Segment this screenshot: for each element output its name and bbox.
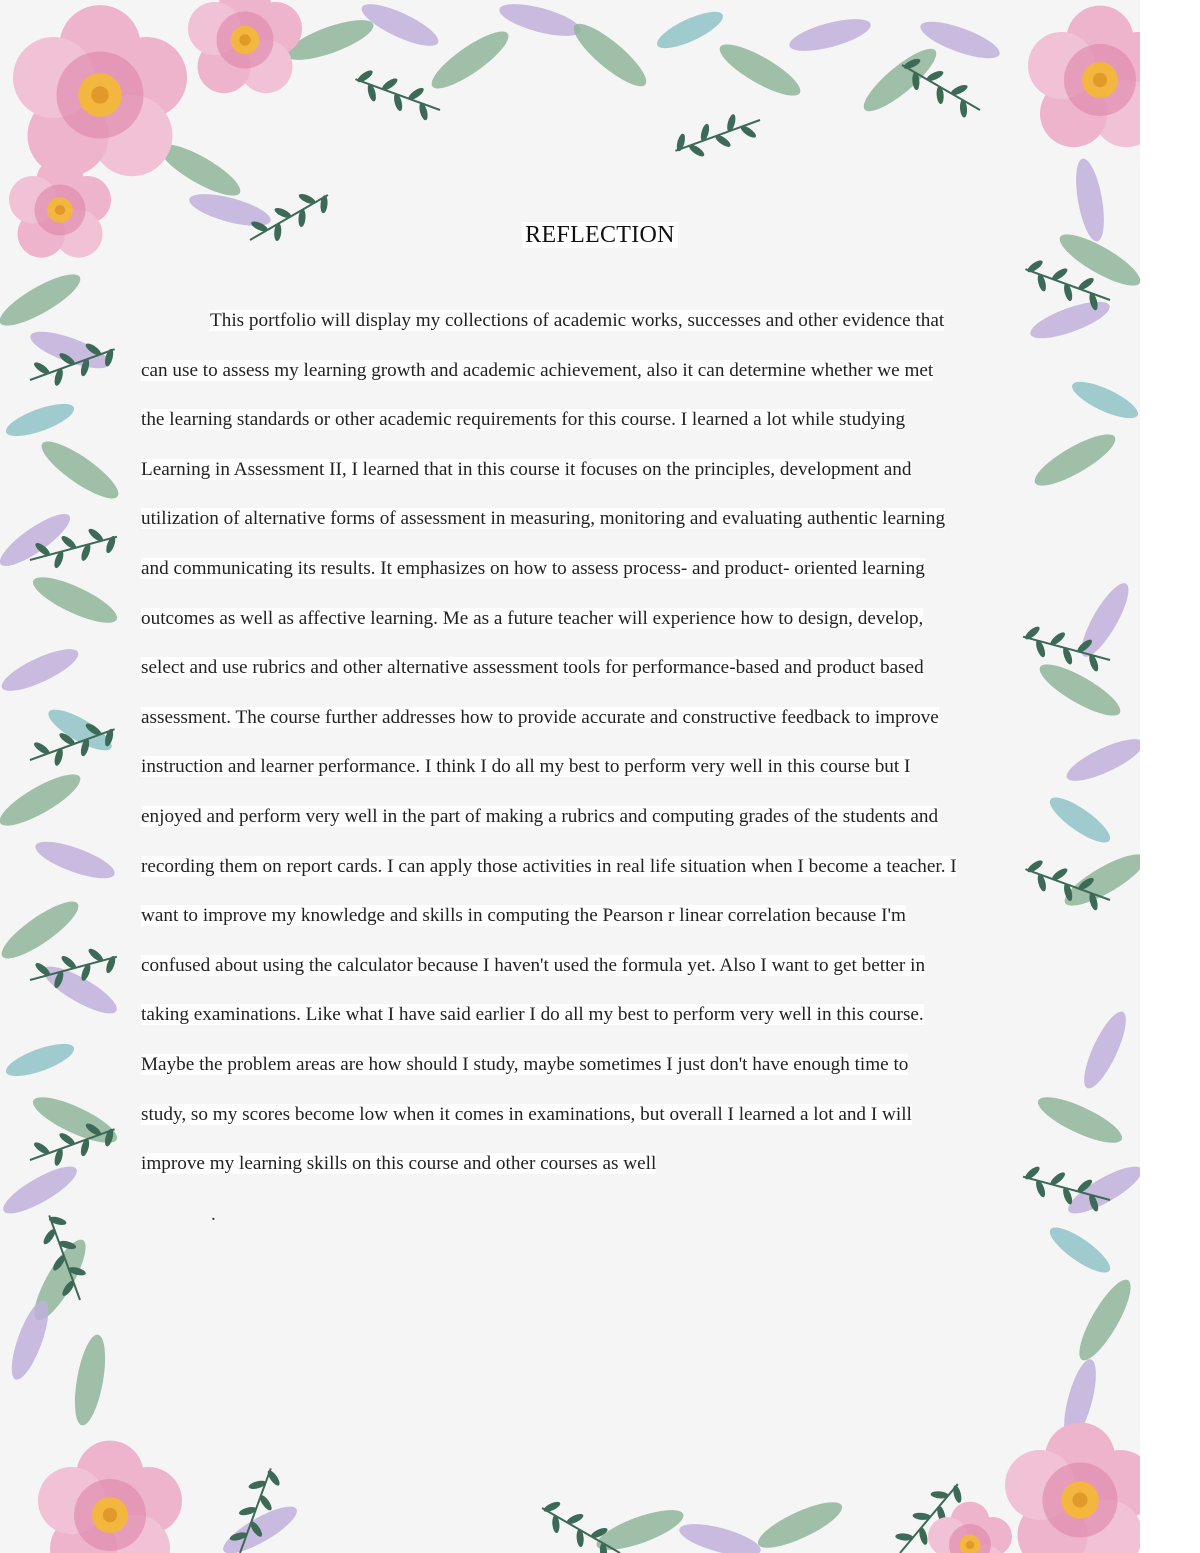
paragraph-line: confused about using the calculator because I haven't used the formula yet. Also I want to get better in: [141, 954, 926, 976]
paragraph-line: Maybe the problem areas are how should I study, maybe sometimes I just don't have enough time to: [141, 1053, 909, 1075]
paragraph-line: enjoyed and perform very well in the part of making a rubrics and computing grades of the students and: [141, 805, 939, 827]
paragraph-line: select and use rubrics and other alternative assessment tools for performance-based and product based: [141, 657, 924, 679]
paragraph-line: assessment. The course further addresses how to provide accurate and constructive feedback to improve: [141, 706, 939, 728]
paragraph-line: outcomes as well as affective learning. Me as a future teacher will experience how to design, develop,: [141, 607, 924, 629]
reflection-body: [141, 296, 1061, 1189]
page-title: REFLECTION: [0, 222, 1140, 249]
paragraph-line: and communicating its results. It emphasizes on how to assess process- and product- oriented learning: [141, 557, 925, 579]
paragraph-line: recording them on report cards. I can apply those activities in real life situation when I become a teacher. I: [141, 855, 957, 877]
paragraph-line: the learning standards or other academic requirements for this course. I learned a lot while studying: [141, 409, 906, 431]
trailing-period: .: [211, 1204, 216, 1225]
paragraph-line: want to improve my knowledge and skills in computing the Pearson r linear correlation because I'm: [141, 905, 906, 927]
paragraph-line: instruction and learner performance. I think I do all my best to perform very well in this course but I: [141, 756, 911, 778]
paragraph-line: improve my learning skills on this course and other courses as well: [141, 1153, 657, 1175]
paragraph-line: taking examinations. Like what I have said earlier I do all my best to perform very well in this course.: [141, 1004, 924, 1026]
paragraph-line: Learning in Assessment II, I learned that in this course it focuses on the principles, development and: [141, 458, 912, 480]
paragraph-line: This portfolio will display my collections of academic works, successes and other evidence that: [210, 310, 945, 331]
paragraph-line: can use to assess my learning growth and academic achievement, also it can determine whether we met: [141, 359, 934, 381]
paragraph-line: utilization of alternative forms of assessment in measuring, monitoring and evaluating authentic learning: [141, 508, 946, 530]
paragraph-line: study, so my scores become low when it comes in examinations, but overall I learned a lot and I will: [141, 1103, 912, 1125]
